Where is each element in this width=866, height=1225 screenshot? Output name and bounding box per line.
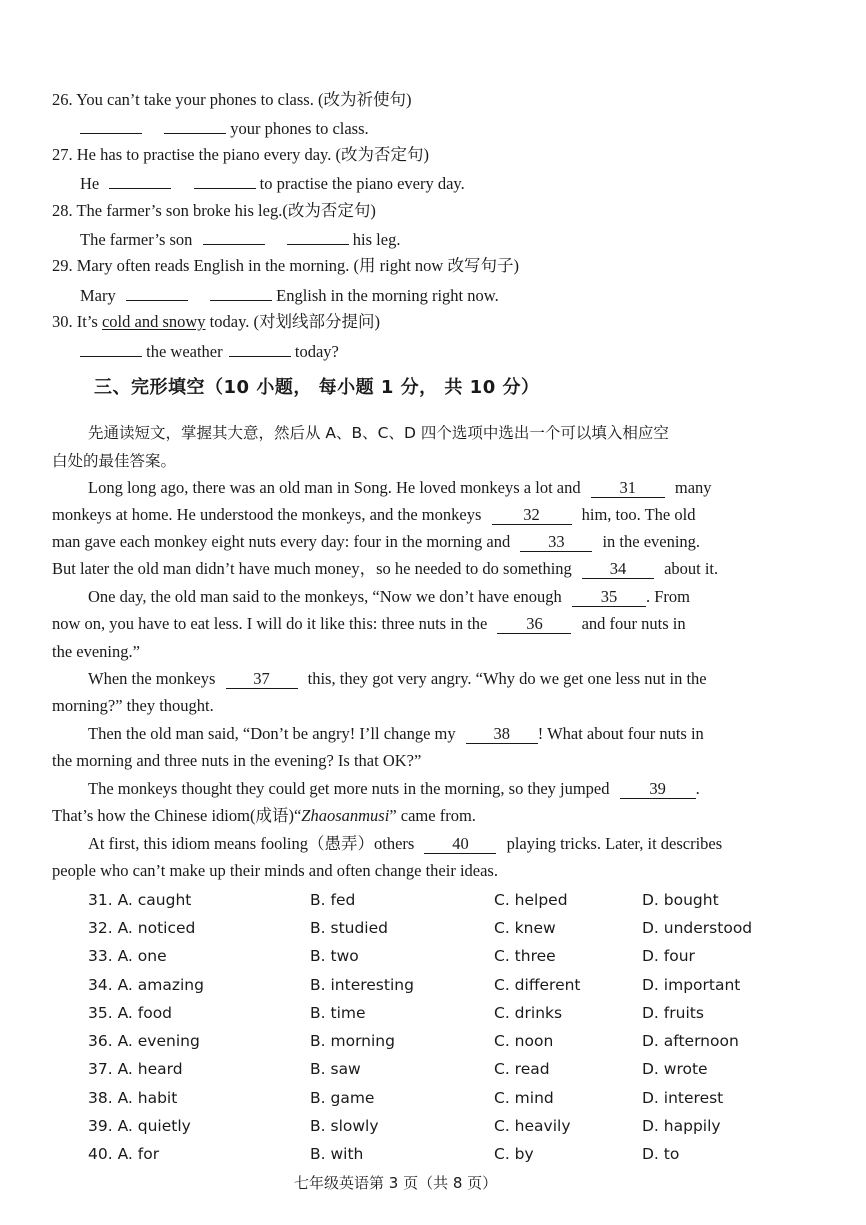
passage-text: monkeys at home. He understood the monkeys, and the monkeys — [52, 505, 482, 524]
option-d[interactable]: D. to — [642, 1145, 680, 1163]
answer-text: to practise the piano every day. — [259, 174, 465, 193]
passage-line — [88, 834, 722, 854]
option-a[interactable]: 37. A. heard — [88, 1060, 183, 1078]
option-a[interactable]: 31. A. caught — [88, 891, 192, 909]
passage-line — [52, 505, 695, 525]
option-b[interactable]: B. studied — [310, 919, 388, 937]
option-c[interactable]: C. mind — [494, 1089, 554, 1107]
passage-text: At first, this idiom means fooling（愚弄）others — [88, 834, 415, 853]
passage-text: ! What about four nuts in — [537, 724, 704, 743]
answer-line-30 — [80, 341, 339, 362]
instruction: 白处的最佳答案。 — [52, 452, 177, 470]
passage-text: . — [695, 779, 700, 798]
underlined-phrase: cold and snowy — [101, 312, 206, 331]
passage-text: this, they got very angry. “Why do we get one less nut in the — [307, 669, 707, 688]
option-a[interactable]: 33. A. one — [88, 947, 167, 965]
option-b[interactable]: B. interesting — [310, 976, 414, 994]
passage-text: When the monkeys — [88, 669, 216, 688]
answer-blank[interactable] — [164, 118, 226, 134]
passage-line — [88, 779, 700, 799]
passage-line: the evening.” — [52, 642, 140, 661]
answer-line-29 — [80, 285, 499, 306]
blank-31[interactable]: 31 — [591, 479, 665, 498]
answer-blank[interactable] — [287, 229, 349, 245]
option-a[interactable]: 34. A. amazing — [88, 976, 204, 994]
option-a[interactable]: 39. A. quietly — [88, 1117, 191, 1135]
option-b[interactable]: B. saw — [310, 1060, 361, 1078]
option-d[interactable]: D. four — [642, 947, 695, 965]
passage-line: morning?” they thought. — [52, 696, 214, 715]
passage-text: many — [674, 478, 712, 497]
blank-38[interactable]: 38 — [466, 725, 538, 744]
option-d[interactable]: D. wrote — [642, 1060, 708, 1078]
answer-line-27 — [80, 173, 465, 194]
option-d[interactable]: D. understood — [642, 919, 753, 937]
passage-line — [88, 587, 690, 607]
answer-blank[interactable] — [126, 285, 188, 301]
answer-blank[interactable] — [80, 341, 142, 357]
option-b[interactable]: B. with — [310, 1145, 364, 1163]
passage-line — [52, 532, 700, 552]
question-26: 26. You can’t take your phones to class. (改为祈使句) — [52, 90, 412, 109]
answer-line-28 — [80, 229, 400, 250]
option-d[interactable]: D. fruits — [642, 1004, 704, 1022]
option-b[interactable]: B. slowly — [310, 1117, 379, 1135]
passage-line: people who can’t make up their minds and often change their ideas. — [52, 861, 498, 880]
blank-37[interactable]: 37 — [226, 670, 298, 689]
option-d[interactable]: D. interest — [642, 1089, 724, 1107]
option-b[interactable]: B. fed — [310, 891, 356, 909]
answer-text: today? — [294, 342, 339, 361]
option-c[interactable]: C. knew — [494, 919, 556, 937]
answer-text: the weather — [146, 342, 223, 361]
question-text: 30. It’s — [52, 312, 102, 331]
answer-line-26 — [80, 118, 369, 139]
option-a[interactable]: 40. A. for — [88, 1145, 160, 1163]
option-d[interactable]: D. happily — [642, 1117, 721, 1135]
passage-line — [52, 559, 718, 579]
blank-40[interactable]: 40 — [424, 835, 496, 854]
option-b[interactable]: B. two — [310, 947, 359, 965]
option-a[interactable]: 36. A. evening — [88, 1032, 200, 1050]
blank-39[interactable]: 39 — [620, 780, 696, 799]
section-heading: 三、完形填空（10 小题， 每小题 1 分， 共 10 分） — [94, 377, 540, 398]
passage-text: But later the old man didn’t have much money，so he needed to do something — [52, 559, 572, 578]
blank-33[interactable]: 33 — [520, 533, 592, 552]
option-a[interactable]: 35. A. food — [88, 1004, 173, 1022]
instruction: 先通读短文，掌握其大意，然后从 A、B、C、D 四个选项中选出一个可以填入相应空 — [88, 424, 669, 442]
answer-blank[interactable] — [229, 341, 291, 357]
option-c[interactable]: C. helped — [494, 891, 568, 909]
passage-text: Then the old man said, “Don’t be angry! I’ll change my — [88, 724, 456, 743]
passage-text: Long long ago, there was an old man in Song. He loved monkeys a lot and — [88, 478, 581, 497]
option-c[interactable]: C. read — [494, 1060, 550, 1078]
answer-text: The farmer’s son — [80, 230, 193, 249]
passage-line — [52, 614, 686, 634]
passage-text: about it. — [664, 559, 719, 578]
answer-blank[interactable] — [203, 229, 265, 245]
page-footer: 七年级英语第 3 页（共 8 页） — [294, 1174, 498, 1192]
option-c[interactable]: C. three — [494, 947, 556, 965]
question-27: 27. He has to practise the piano every day. (改为否定句) — [52, 145, 429, 164]
option-c[interactable]: C. heavily — [494, 1117, 571, 1135]
passage-line — [88, 669, 707, 689]
option-a[interactable]: 38. A. habit — [88, 1089, 178, 1107]
blank-35[interactable]: 35 — [572, 588, 646, 607]
answer-text: your phones to class. — [230, 119, 369, 138]
option-c[interactable]: C. drinks — [494, 1004, 563, 1022]
option-d[interactable]: D. afternoon — [642, 1032, 739, 1050]
passage-text: and four nuts in — [581, 614, 686, 633]
passage-text: . From — [645, 587, 690, 606]
option-c[interactable]: C. different — [494, 976, 581, 994]
passage-text: him, too. The old — [581, 505, 696, 524]
answer-text: Mary — [80, 286, 116, 305]
question-text: today. (对划线部分提问) — [205, 312, 380, 331]
option-b[interactable]: B. morning — [310, 1032, 395, 1050]
blank-32[interactable]: 32 — [492, 506, 572, 525]
passage-line — [88, 724, 704, 744]
option-c[interactable]: C. by — [494, 1145, 534, 1163]
answer-blank[interactable] — [194, 173, 256, 189]
answer-blank[interactable] — [210, 285, 272, 301]
answer-text: English in the morning right now. — [276, 286, 499, 305]
idiom-name: Zhaosanmusi — [301, 806, 390, 825]
option-c[interactable]: C. noon — [494, 1032, 554, 1050]
option-d[interactable]: D. bought — [642, 891, 719, 909]
passage-text: playing tricks. Later, it describes — [506, 834, 723, 853]
option-b[interactable]: B. game — [310, 1089, 375, 1107]
passage-line: the morning and three nuts in the evening? Is that OK?” — [52, 751, 422, 770]
blank-36[interactable]: 36 — [497, 615, 571, 634]
passage-line — [52, 806, 476, 826]
answer-text: He — [80, 174, 100, 193]
passage-text: One day, the old man said to the monkeys, “Now we don’t have enough — [88, 587, 562, 606]
option-a[interactable]: 32. A. noticed — [88, 919, 196, 937]
passage-text: That’s how the Chinese idiom(成语)“ — [52, 806, 302, 825]
answer-blank[interactable] — [80, 118, 142, 134]
answer-blank[interactable] — [109, 173, 171, 189]
option-b[interactable]: B. time — [310, 1004, 366, 1022]
passage-text: now on, you have to eat less. I will do it like this: three nuts in the — [52, 614, 488, 633]
passage-text: ” came from. — [389, 806, 476, 825]
passage-text: man gave each monkey eight nuts every day: four in the morning and — [52, 532, 511, 551]
passage-text: The monkeys thought they could get more nuts in the morning, so they jumped — [88, 779, 610, 798]
question-30 — [52, 312, 380, 332]
question-28: 28. The farmer’s son broke his leg.(改为否定句) — [52, 201, 376, 220]
passage-text: in the evening. — [602, 532, 701, 551]
answer-text: his leg. — [352, 230, 401, 249]
blank-34[interactable]: 34 — [582, 560, 654, 579]
option-d[interactable]: D. important — [642, 976, 741, 994]
passage-line — [88, 478, 712, 498]
question-29: 29. Mary often reads English in the morning. (用 right now 改写句子) — [52, 256, 519, 275]
